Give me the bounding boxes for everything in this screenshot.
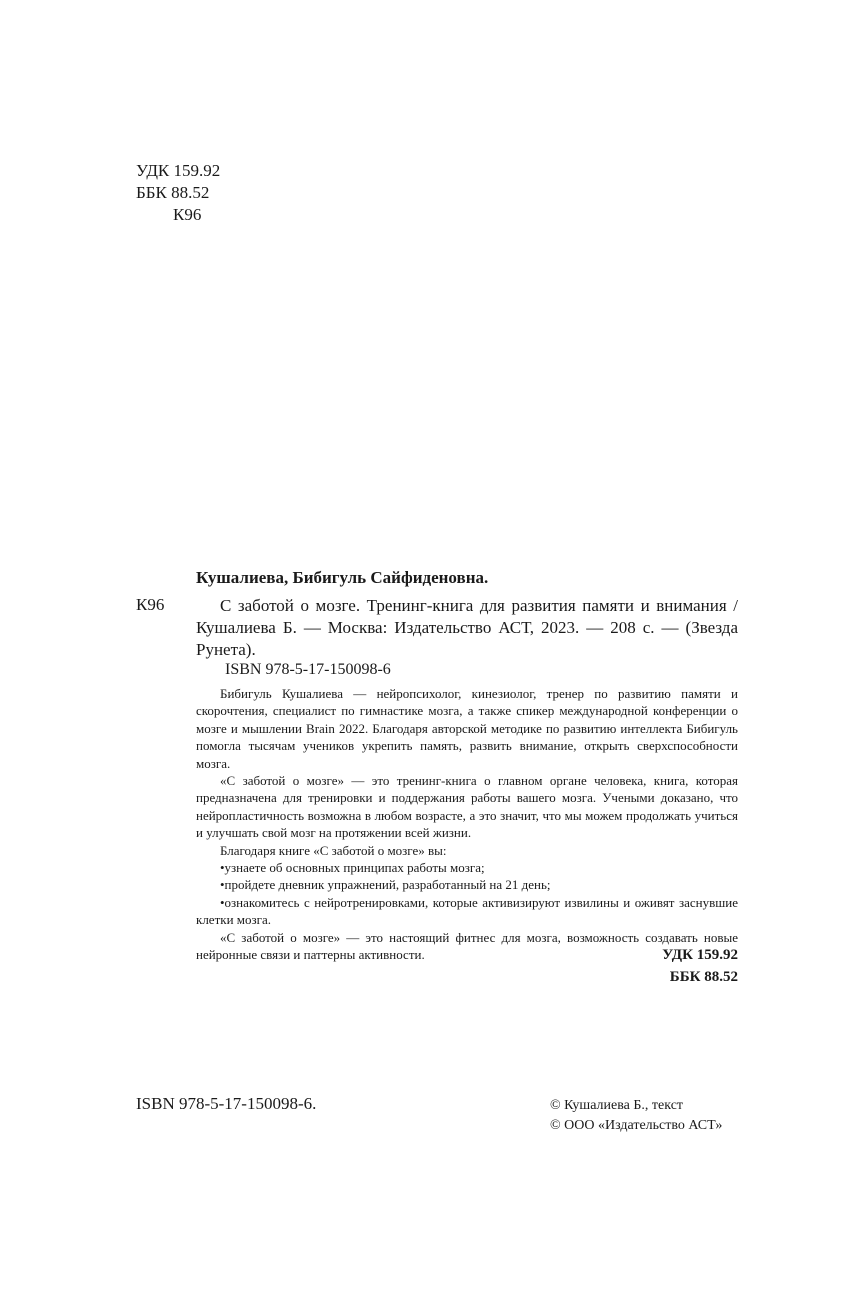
record-index: [662, 944, 738, 988]
record-bbk: ББК 88.52: [669, 969, 738, 985]
title-line: внимания / Кушалиева Б. — Москва: Издательство АСТ, 2023. —: [196, 596, 738, 637]
annotation-bullet: •ознакомитесь с нейротренировками, которые активизируют извилины и оживят заснувшие клетки мозга.: [196, 894, 738, 928]
record-isbn: ISBN 978-5-17-150098-6: [225, 661, 391, 678]
record-author-mark: К96: [136, 595, 165, 614]
annotation-paragraph: «С заботой о мозге» — это тренинг-книга о главном органе человека, книга, которая предназначена для тренировки и поддержания работы вашего мозга. Учеными доказано, что нейропластичность возможна в любом возрасте, а это значит, что мы можем продолжать учиться и улучшать свой мозг на протяжении всей жизни.: [196, 773, 738, 841]
copyright-text: © Кушалиева Б., текст: [550, 1098, 684, 1113]
title-line: С заботой о мозге. Тренинг-книга для развития памяти и: [220, 596, 650, 615]
record-udk: УДК 159.92: [662, 947, 738, 963]
annotation-paragraph: «С заботой о мозге» — это настоящий фитнес для мозга, возможность создавать новые нейронные связи и паттерны активности.: [196, 929, 738, 963]
footer-isbn: ISBN 978-5-17-150098-6.: [136, 1094, 317, 1113]
title-line: 208 с. — (Звезда Рунета).: [196, 618, 739, 659]
annotation-bullet: •узнаете об основных принципах работы мозга;: [220, 860, 485, 876]
bbk-code: ББК 88.52: [136, 183, 210, 202]
classification-block: [136, 160, 220, 226]
copyright-block: [550, 1096, 722, 1136]
record-author: Кушалиева, Бибигуль Сайфиденовна.: [196, 568, 489, 587]
annotation-bullet: •пройдете дневник упражнений, разработанный на 21 день;: [220, 877, 551, 893]
annotation-paragraph: Бибигуль Кушалиева — нейропсихолог, кинезиолог, тренер по развитию памяти и скорочтения, специалист по гимнастике мозга, а также спикер международной конференции о мозге и мышлении Brain 2022. Благодаря авторской методике по развитию интеллекта Бибигуль помогла тысячам учеников укрепить память, развить внимание, открыть сверхспособности мозга.: [196, 686, 738, 771]
author-mark: К96: [173, 205, 202, 224]
copyright-publisher: © ООО «Издательство АСТ»: [550, 1118, 723, 1133]
record-title-description: [196, 595, 738, 661]
annotation-paragraph: Благодаря книге «С заботой о мозге» вы:: [220, 842, 447, 858]
annotation: [196, 685, 738, 964]
udk-code: УДК 159.92: [136, 161, 221, 180]
